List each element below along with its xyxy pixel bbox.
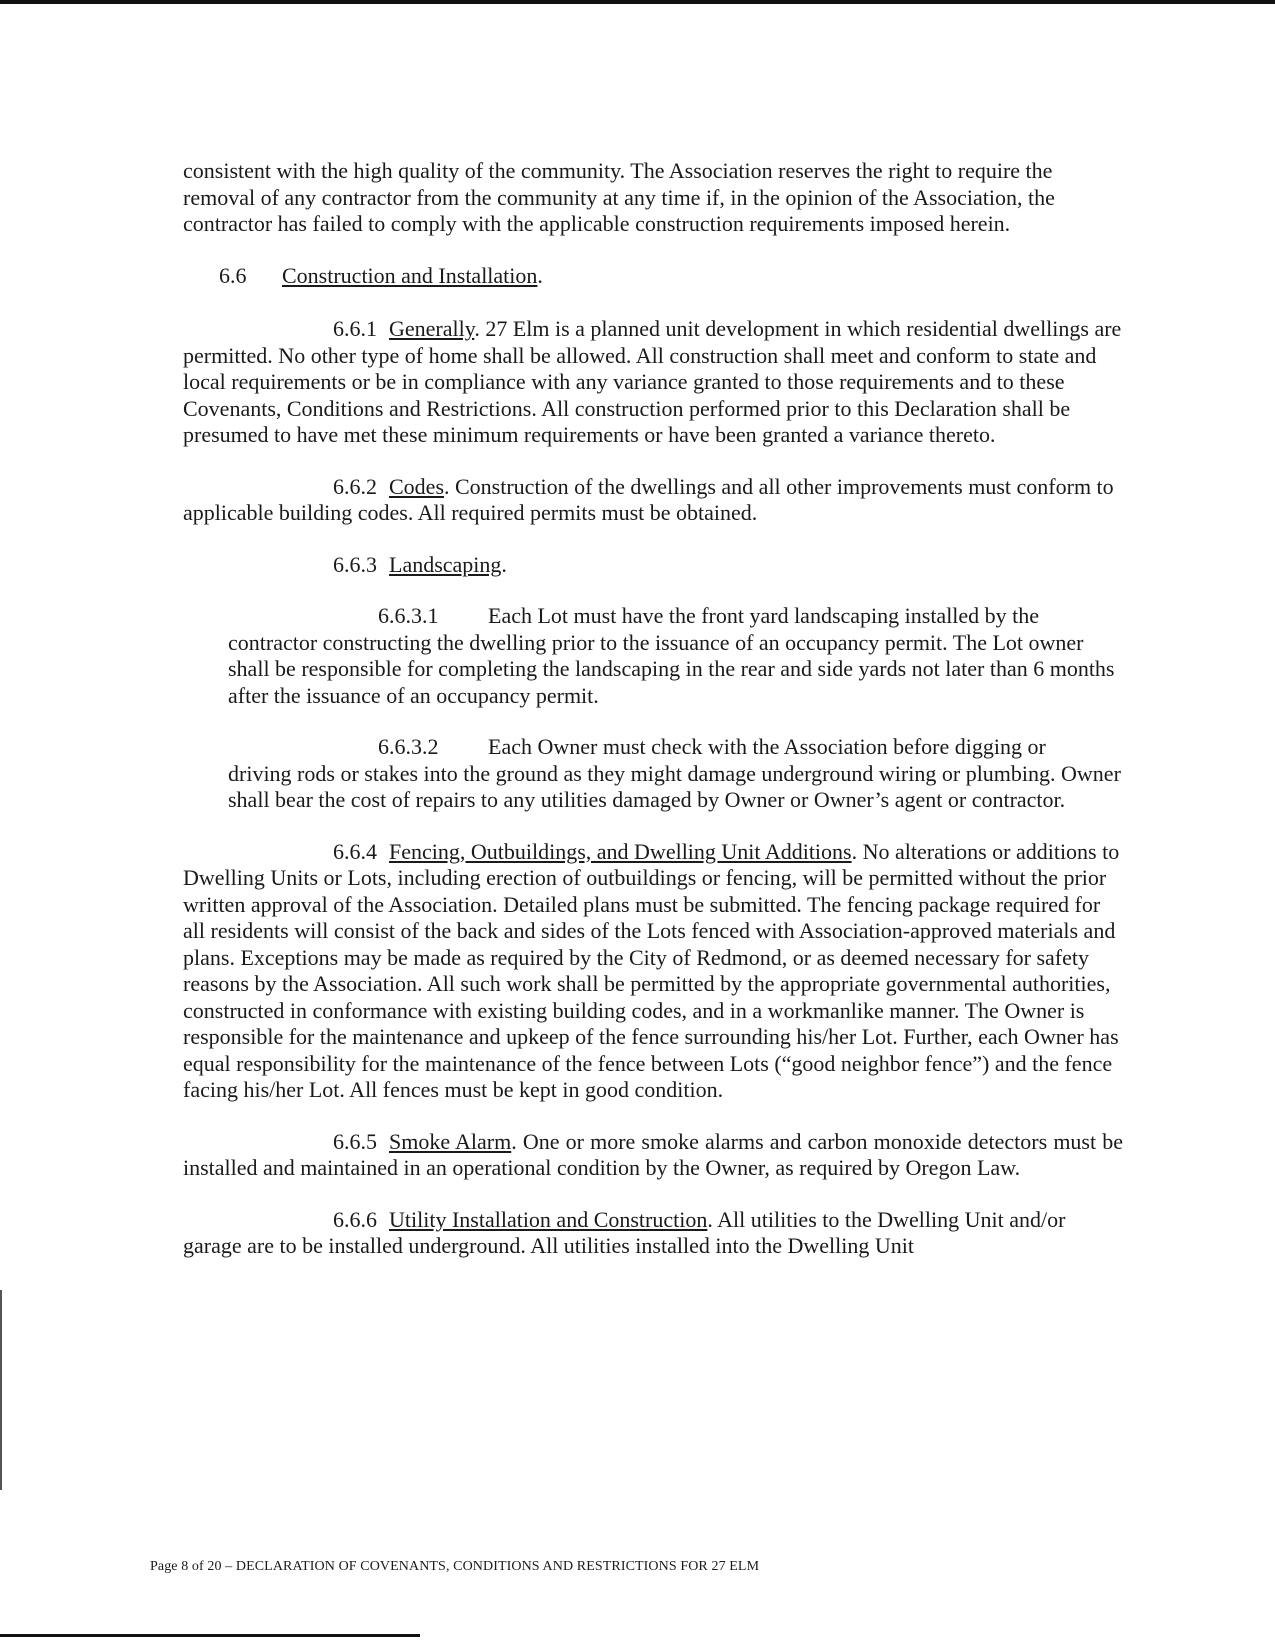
section-6-6-1 — [183, 316, 1123, 449]
section-text-first: Each Owner must check with the Association before digging or — [488, 734, 1046, 759]
section-number: 6.6.1 — [333, 316, 377, 341]
section-number: 6.6.3.2 — [378, 734, 439, 759]
section-title: Codes — [389, 473, 444, 499]
section-text-rest: driving rods or stakes into the ground as they might damage underground wiring or plumbing. Owner shall bear the cost of repairs to any utilities damaged by Owner or Owner’s agent or contractor. — [228, 760, 1121, 812]
section-6-6-3-2 — [183, 734, 1123, 814]
section-6-6-5 — [183, 1129, 1123, 1182]
section-number: 6.6.2 — [333, 473, 377, 499]
section-text-first: Each Lot must have the front yard landscaping installed by the — [488, 603, 1040, 628]
scan-edge-top — [0, 0, 1275, 4]
section-text-rest: contractor constructing the dwelling prior to the issuance of an occupancy permit. The Lot owner shall be responsible for completing the landscaping in the rear and side yards not later than 6 months after the issuance of an occupancy permit. — [228, 629, 1115, 708]
section-text: . All utilities to the Dwelling Unit and/or garage are to be installed underground. All utilities installed into the Dwelling Unit — [183, 1206, 1066, 1258]
section-number: 6.6.3 — [333, 551, 377, 577]
section-title: Landscaping — [389, 551, 502, 577]
scan-edge-left — [0, 1290, 2, 1490]
scan-edge-bottom — [0, 1634, 420, 1637]
section-6-6-2 — [183, 474, 1123, 527]
section-text: . Construction of the dwellings and all other improvements must conform to applicable building codes. All required permits must be obtained. — [183, 473, 1114, 525]
section-number: 6.6.3.1 — [378, 603, 439, 628]
section-title: Utility Installation and Construction — [389, 1206, 708, 1232]
section-6-6-3-1 — [183, 603, 1123, 709]
section-6-6-heading: 6.6 Construction and Installation. — [219, 262, 543, 288]
section-text: . 27 Elm is a planned unit development in which residential dwellings are permitted. No other type of home shall be allowed. All construction shall meet and conform to state and local requirements or be in compliance with any variance granted to those requirements and to these Covenants, Conditions and Restrictions. All construction performed prior to this Declaration shall be presumed to have met these minimum requirements or have been granted a variance thereto. — [183, 316, 1122, 447]
carryover-paragraph: consistent with the high quality of the community. The Association reserves the right to require the removal of any contractor from the community at any time if, in the opinion of the Association, the contractor has failed to comply with the applicable construction requirements imposed herein. — [183, 158, 1055, 236]
section-title: Fencing, Outbuildings, and Dwelling Unit Additions — [389, 838, 852, 864]
section-title: Construction and Installation — [282, 262, 538, 288]
section-6-6-3: 6.6.3 Landscaping. — [333, 551, 507, 577]
document-body — [183, 158, 1123, 1285]
section-number: 6.6.4 — [333, 838, 377, 864]
section-text: . No alterations or additions to Dwelling Units or Lots, including erection of outbuildings or fencing, will be permitted without the prior written approval of the Association. Detailed plans must be submitted. The fencing package required for all residents will consist of the back and sides of the Lots fenced with Association-approved materials and plans. Exceptions may be made as required by the City of Redmond, or as deemed necessary for safety reasons by the Association. All such work shall be permitted by the appropriate governmental authorities, constructed in conformance with existing building codes, and in a workmanlike manner. The Owner is responsible for the maintenance and upkeep of the fence surrounding his/her Lot. Further, each Owner has equal responsibility for the maintenance of the fence between Lots (“good neighbor fence”) and the fence facing his/her Lot. All fences must be kept in good condition. — [183, 838, 1120, 1102]
section-6-6-6 — [183, 1207, 1123, 1260]
section-text: . One or more smoke alarms and carbon monoxide detectors must be installed and maintained in an operational condition by the Owner, as required by Oregon Law. — [183, 1128, 1123, 1180]
section-number: 6.6.5 — [333, 1128, 377, 1154]
section-title: Smoke Alarm — [389, 1128, 512, 1154]
section-number: 6.6.6 — [333, 1206, 377, 1232]
section-title: Generally — [389, 316, 475, 341]
section-6-6-4 — [183, 839, 1123, 1104]
page-footer: Page 8 of 20 – DECLARATION OF COVENANTS, CONDITIONS AND RESTRICTIONS FOR 27 ELM — [150, 1559, 760, 1574]
section-number: 6.6 — [219, 262, 247, 288]
